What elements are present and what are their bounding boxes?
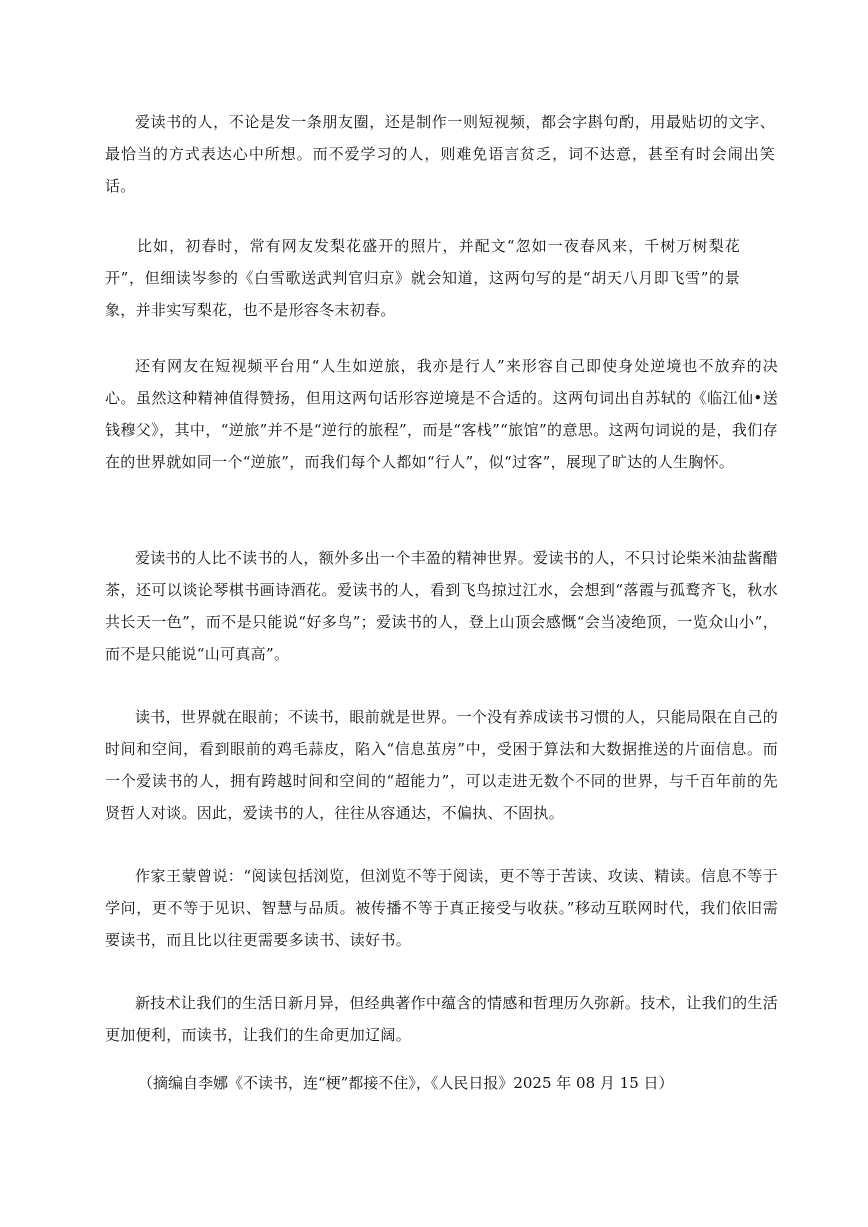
paragraph-4: 爱读书的人比不读书的人，额外多出一个丰盈的精神世界。爱读书的人，不只讨论柴米油盐酱醋茶，还可以谈论琴棋书画诗酒花。爱读书的人，看到飞鸟掠过江水，会想到“落霞与孤鹜齐飞，秋水共长天一色”，而不是只能说“好多鸟”；爱读书的人，登上山顶会感慨“会当凌绝顶，一览众山小”，而不是只能说“山可真高”。 bbox=[105, 549, 778, 663]
paragraph-3: 还有网友在短视频平台用“人生如逆旅，我亦是行人”来形容自己即使身处逆境也不放弃的决心。虽然这种精神值得赞扬，但用这两句话形容逆境是不合适的。这两句词出自苏轼的《临江仙•送钱穆父》，其中，“逆旅”并不是“逆行的旅程”，而是“客栈”“旅馆”的意思。这两句词说的是，我们存在的世界就如同一个“逆旅”，而我们每个人都如“行人”，似“过客”，展现了旷达的人生胸怀。 bbox=[105, 357, 778, 471]
paragraph-2: 比如，初春时，常有网友发梨花盛开的照片，并配文“忽如一夜春风来，千树万树梨花开”，但细读岑参的《白雪歌送武判官归京》就会知道，这两句写的是“胡天八月即飞雪”的景象，并非实写梨花，也不是形容冬末初春。 bbox=[105, 237, 740, 319]
paragraph-7: 新技术让我们的生活日新月异，但经典著作中蕴含的情感和哲理历久弥新。技术，让我们的生活更加便利，而读书，让我们的生命更加辽阔。 bbox=[105, 994, 778, 1044]
paragraph-6: 作家王蒙曾说：“阅读包括浏览，但浏览不等于阅读，更不等于苦读、攻读、精读。信息不等于学问，更不等于见识、智慧与品质。被传播不等于真正接受与收获。”移动互联网时代，我们依旧需要读书，而且比以往更需要多读书、读好书。 bbox=[105, 867, 778, 949]
paragraph-5: 读书，世界就在眼前；不读书，眼前就是世界。一个没有养成读书习惯的人，只能局限在自己的时间和空间，看到眼前的鸡毛蒜皮，陷入“信息茧房”中，受困于算法和大数据推送的片面信息。而一个爱读书的人，拥有跨越时间和空间的“超能力”，可以走进无数个不同的世界，与千百年前的先贤哲人对谈。因此，爱读书的人，往往从容通达，不偏执、不固执。 bbox=[105, 708, 778, 822]
paragraph-1: 爱读书的人，不论是发一条朋友圈，还是制作一则短视频，都会字斟句酌，用最贴切的文字、最恰当的方式表达心中所想。而不爱学习的人，则难免语言贫乏，词不达意，甚至有时会闹出笑话。 bbox=[105, 113, 775, 195]
source-citation: （摘编自李娜《不读书，连“梗”都接不住》，《人民日报》2025 年 08 月 15 日） bbox=[138, 1074, 674, 1092]
